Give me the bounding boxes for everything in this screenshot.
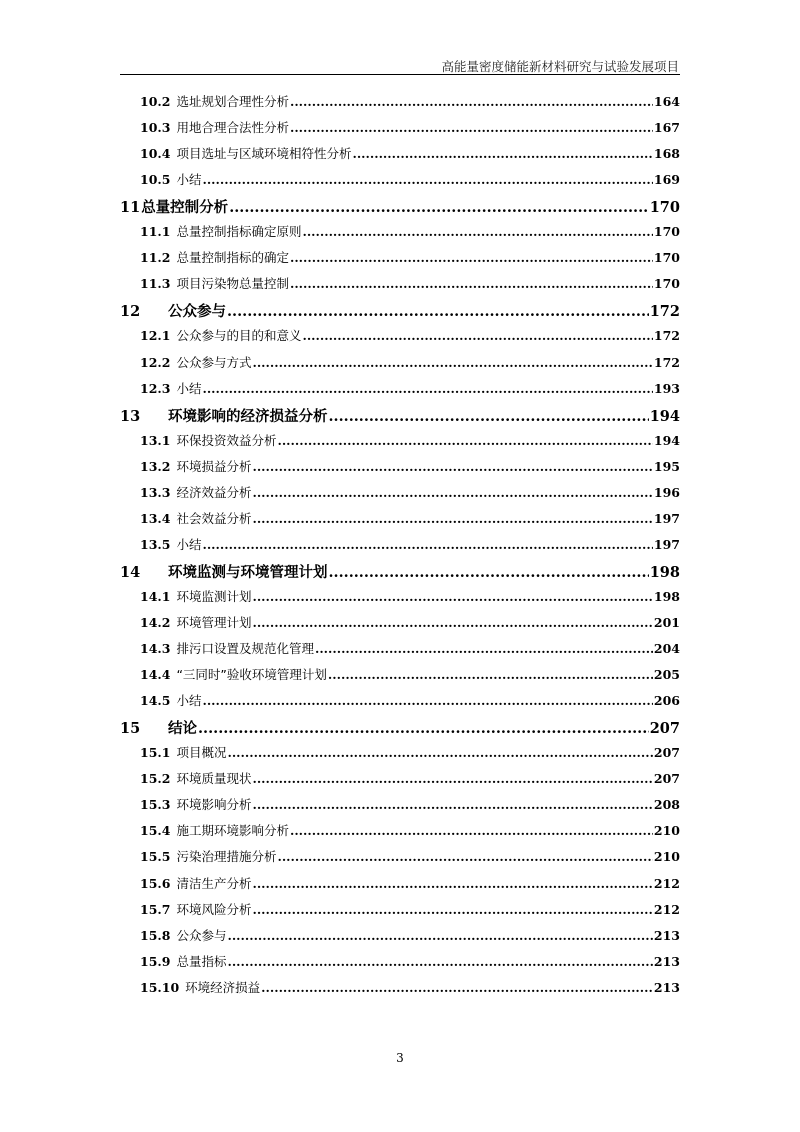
toc-section-entry[interactable] xyxy=(0,691,680,709)
toc-section-entry[interactable] xyxy=(0,118,680,136)
toc-section-entry[interactable] xyxy=(0,353,680,371)
toc-entry-title: 小结 xyxy=(176,172,202,188)
toc-leader-dots xyxy=(202,537,652,552)
toc-entry-page: 198 xyxy=(653,588,680,604)
toc-entry-title: 小结 xyxy=(176,380,202,396)
toc-section-entry[interactable] xyxy=(0,457,680,475)
toc-entry-number: 10.4 xyxy=(140,146,171,162)
toc-entry-number: 12 xyxy=(120,303,141,321)
toc-leader-dots xyxy=(290,250,653,265)
toc-entry-title: 社会效益分析 xyxy=(176,510,252,526)
toc-entry-page: 198 xyxy=(649,563,680,581)
toc-entry-number: 10.2 xyxy=(140,94,171,109)
toc-entry-page: 172 xyxy=(653,328,680,344)
toc-section-entry[interactable] xyxy=(0,483,680,501)
toc-section-entry[interactable] xyxy=(0,743,680,761)
toc-entry-title: 总量指标 xyxy=(176,953,227,969)
toc-entry-number: 14.4 xyxy=(140,667,171,683)
toc-chapter-entry[interactable] xyxy=(0,405,680,426)
toc-entry-number: 13.5 xyxy=(140,536,171,552)
toc-entry-title: 结论 xyxy=(168,721,197,738)
toc-leader-dots xyxy=(252,511,652,526)
toc-entry-page: 204 xyxy=(653,641,680,657)
toc-leader-dots xyxy=(328,667,653,682)
toc-entry-page: 210 xyxy=(653,823,680,839)
toc-leader-dots xyxy=(198,720,649,737)
toc-section-entry[interactable] xyxy=(0,952,680,970)
toc-entry-title: 小结 xyxy=(176,536,202,552)
toc-entry-title: 环境管理计划 xyxy=(176,615,252,630)
toc-section-entry[interactable] xyxy=(0,509,680,527)
toc-entry-number: 14.2 xyxy=(140,615,171,630)
toc-entry-number: 15.4 xyxy=(140,823,171,839)
toc-entry-title: 用地合理合法性分析 xyxy=(176,120,289,136)
toc-leader-dots xyxy=(252,797,652,812)
toc-entry-number: 15.7 xyxy=(140,901,171,917)
toc-entry-page: 195 xyxy=(653,458,680,474)
toc-entry-page: 213 xyxy=(653,927,680,943)
toc-entry-title: 环境经济损益 xyxy=(185,979,261,995)
toc-entry-title: 总量控制分析 xyxy=(141,200,229,217)
toc-entry-number: 15.8 xyxy=(140,927,171,943)
header-rule xyxy=(120,74,680,75)
toc-entry-page: 207 xyxy=(653,771,680,787)
toc-leader-dots xyxy=(252,589,652,604)
toc-leader-dots xyxy=(329,564,649,581)
toc-entry-page: 213 xyxy=(653,979,680,995)
toc-entry-page: 164 xyxy=(653,94,680,109)
toc-entry-page: 170 xyxy=(649,199,680,217)
toc-entry-title: 环境损益分析 xyxy=(176,458,252,474)
toc-entry-page: 197 xyxy=(653,536,680,552)
toc-section-entry[interactable] xyxy=(0,639,680,657)
toc-section-entry[interactable] xyxy=(0,274,680,292)
toc-leader-dots xyxy=(227,745,652,760)
toc-entry-title: 项目污染物总量控制 xyxy=(176,276,289,292)
toc-leader-dots xyxy=(252,459,652,474)
toc-leader-dots xyxy=(290,120,653,135)
toc-entry-number: 12.1 xyxy=(140,328,171,344)
toc-section-entry[interactable] xyxy=(0,144,680,162)
toc-entry-page: 169 xyxy=(653,172,680,188)
toc-entry-title: 环境监测与环境管理计划 xyxy=(168,564,328,581)
toc-entry-page: 194 xyxy=(653,432,680,448)
toc-entry-title: 施工期环境影响分析 xyxy=(176,823,289,839)
toc-entry-title: 排污口设置及规范化管理 xyxy=(176,641,314,657)
toc-entry-page: 207 xyxy=(653,745,680,761)
toc-entry-number: 13.4 xyxy=(140,510,171,526)
toc-entry-number: 12.2 xyxy=(140,354,171,370)
toc-leader-dots xyxy=(229,199,649,216)
toc-leader-dots xyxy=(227,303,649,320)
toc-leader-dots xyxy=(315,641,653,656)
toc-leader-dots xyxy=(277,849,652,864)
toc-entry-number: 13 xyxy=(120,407,141,425)
toc-entry-title: 总量控制指标的确定 xyxy=(176,250,289,266)
toc-entry-page: 170 xyxy=(653,224,680,240)
toc-entry-page: 212 xyxy=(653,901,680,917)
toc-section-entry[interactable] xyxy=(0,248,680,266)
toc-entry-title: 污染治理措施分析 xyxy=(176,849,277,865)
toc-section-entry[interactable] xyxy=(0,900,680,918)
toc-entry-page: 201 xyxy=(653,615,680,630)
toc-section-entry[interactable] xyxy=(0,431,680,449)
toc-entry-page: 194 xyxy=(649,407,680,425)
toc-entry-title: 环境质量现状 xyxy=(176,771,252,787)
toc-leader-dots xyxy=(252,615,652,630)
toc-entry-number: 10.3 xyxy=(140,120,171,136)
toc-entry-number: 15 xyxy=(120,720,141,738)
toc-leader-dots xyxy=(227,928,652,943)
toc-entry-number: 15.1 xyxy=(140,745,171,761)
toc-leader-dots xyxy=(252,902,652,917)
toc-entry-title: 经济效益分析 xyxy=(176,484,252,500)
toc-entry-page: 213 xyxy=(653,953,680,969)
toc-leader-dots xyxy=(329,408,649,425)
toc-entry-number: 15.5 xyxy=(140,849,171,865)
toc-entry-number: 14.3 xyxy=(140,641,171,657)
toc-entry-number: 15.3 xyxy=(140,797,171,813)
toc-entry-page: 170 xyxy=(653,250,680,266)
toc-entry-number: 15.9 xyxy=(140,953,171,969)
toc-entry-number: 14.1 xyxy=(140,588,171,604)
toc-section-entry[interactable] xyxy=(0,795,680,813)
toc-chapter-entry[interactable] xyxy=(0,300,680,321)
toc-entry-number: 14.5 xyxy=(140,693,171,709)
toc-entry-title: 清洁生产分析 xyxy=(176,875,252,891)
toc-section-entry[interactable] xyxy=(0,978,680,996)
toc-leader-dots xyxy=(261,980,653,995)
toc-entry-page: 167 xyxy=(653,120,680,136)
toc-entry-page: 168 xyxy=(653,146,680,162)
toc-section-entry[interactable] xyxy=(0,769,680,787)
toc-leader-dots xyxy=(290,823,653,838)
toc-leader-dots xyxy=(290,276,653,291)
toc-chapter-entry[interactable] xyxy=(0,561,680,582)
toc-section-entry[interactable] xyxy=(0,926,680,944)
toc-section-entry[interactable] xyxy=(0,170,680,188)
running-header-title: 高能量密度储能新材料研究与试验发展项目 xyxy=(441,59,679,74)
toc-section-entry[interactable] xyxy=(0,613,680,631)
toc-entry-number: 11.3 xyxy=(140,276,171,292)
toc-section-entry[interactable] xyxy=(0,847,680,865)
toc-entry-page: 212 xyxy=(653,875,680,891)
toc-entry-title: 环境影响的经济损益分析 xyxy=(168,408,328,425)
toc-leader-dots xyxy=(302,224,652,239)
toc-leader-dots xyxy=(352,146,652,161)
toc-entry-number: 13.3 xyxy=(140,484,171,500)
toc-entry-title: 选址规划合理性分析 xyxy=(176,94,289,109)
toc-entry-title: 公众参与 xyxy=(176,927,227,943)
toc-entry-title: 公众参与方式 xyxy=(176,354,252,370)
toc-entry-number: 15.10 xyxy=(140,979,180,995)
toc-section-entry[interactable] xyxy=(0,92,680,110)
toc-chapter-entry[interactable] xyxy=(0,717,680,738)
toc-entry-title: 总量控制指标确定原则 xyxy=(176,224,302,240)
toc-entry-title: “三同时”验收环境管理计划 xyxy=(176,667,327,683)
toc-section-entry[interactable] xyxy=(0,326,680,344)
toc-leader-dots xyxy=(202,381,652,396)
toc-entry-title: 项目概况 xyxy=(176,745,227,761)
toc-leader-dots xyxy=(252,355,652,370)
page-number: 3 xyxy=(396,1051,404,1065)
toc-leader-dots xyxy=(277,433,652,448)
toc-entry-number: 15.2 xyxy=(140,771,171,787)
toc-entry-number: 10.5 xyxy=(140,172,171,188)
toc-entry-title: 环境影响分析 xyxy=(176,797,252,813)
toc-entry-title: 公众参与 xyxy=(168,304,226,321)
toc-leader-dots xyxy=(227,954,652,969)
toc-entry-page: 170 xyxy=(653,276,680,292)
toc-entry-page: 172 xyxy=(649,303,680,321)
toc-entry-page: 197 xyxy=(653,510,680,526)
toc-entry-page: 172 xyxy=(653,354,680,370)
toc-section-entry[interactable] xyxy=(0,535,680,553)
toc-entry-number: 11.1 xyxy=(140,224,171,240)
toc-entry-number: 12.3 xyxy=(140,380,171,396)
toc-entry-number: 14 xyxy=(120,563,141,581)
toc-entry-page: 196 xyxy=(653,484,680,500)
toc-chapter-entry[interactable] xyxy=(0,196,680,217)
toc-entry-number: 11 xyxy=(120,199,141,217)
toc-entry-title: 环境风险分析 xyxy=(176,901,252,917)
toc-entry-title: 公众参与的目的和意义 xyxy=(176,328,302,344)
toc-entry-number: 13.2 xyxy=(140,458,171,474)
toc-leader-dots xyxy=(290,94,653,109)
toc-leader-dots xyxy=(252,485,652,500)
toc-entry-page: 210 xyxy=(653,849,680,865)
toc-entry-page: 208 xyxy=(653,797,680,813)
toc-entry-number: 11.2 xyxy=(140,250,171,266)
toc-section-entry[interactable] xyxy=(0,222,680,240)
toc-entry-page: 205 xyxy=(653,667,680,683)
toc-section-entry[interactable] xyxy=(0,587,680,605)
toc-leader-dots xyxy=(252,771,652,786)
toc-leader-dots xyxy=(252,876,652,891)
toc-entry-page: 193 xyxy=(653,380,680,396)
toc-entry-page: 206 xyxy=(653,693,680,709)
toc-section-entry[interactable] xyxy=(0,821,680,839)
toc-section-entry[interactable] xyxy=(0,874,680,892)
toc-entry-number: 15.6 xyxy=(140,875,171,891)
toc-entry-page: 207 xyxy=(649,720,680,738)
toc-entry-title: 项目选址与区域环境相符性分析 xyxy=(176,146,352,162)
toc-section-entry[interactable] xyxy=(0,665,680,683)
toc-leader-dots xyxy=(302,328,652,343)
toc-section-entry[interactable] xyxy=(0,379,680,397)
toc-entry-title: 环境监测计划 xyxy=(176,588,252,604)
toc-leader-dots xyxy=(202,172,652,187)
toc-leader-dots xyxy=(202,693,652,708)
toc-entry-number: 13.1 xyxy=(140,432,171,448)
toc-entry-title: 环保投资效益分析 xyxy=(176,432,277,448)
toc-entry-title: 小结 xyxy=(176,693,202,709)
